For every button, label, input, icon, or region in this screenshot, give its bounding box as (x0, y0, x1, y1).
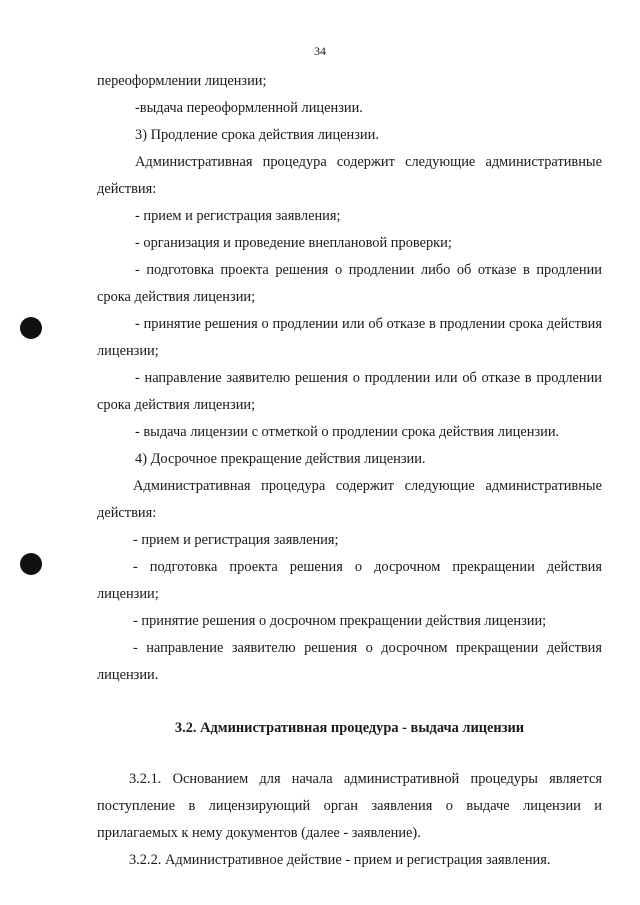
binder-hole-mark (20, 553, 42, 575)
paragraph: - прием и регистрация заявления; (133, 532, 339, 548)
paragraph: 3.2.2. Административное действие - прием и регистрация заявления. (129, 852, 551, 868)
paragraph: - выдача лицензии с отметкой о продлении срока действия лицензии. (135, 424, 560, 440)
paragraph: - организация и проведение внеплановой проверки; (135, 235, 452, 251)
paragraph: -выдача переоформленной лицензии. (135, 100, 363, 116)
paragraph-list-bottom (97, 766, 602, 874)
paragraph: - принятие решения о досрочном прекращении действия лицензии; (133, 613, 547, 629)
paragraph: 4) Досрочное прекращение действия лицензии. (135, 451, 426, 467)
page-number: 34 (314, 44, 326, 58)
document-body (97, 68, 602, 874)
paragraph: Административная процедура содержит следующие административные действия: (97, 154, 602, 197)
paragraph: - принятие решения о продлении или об отказе в продлении срока действия лицензии; (97, 316, 602, 359)
paragraph: 3.2.1. Основанием для начала административной процедуры является поступление в лицензирующий орган заявления о выдаче лицензии и прилагаемых к нему документов (далее - заявление). (97, 771, 602, 841)
paragraph: переоформлении лицензии; (97, 73, 267, 89)
paragraph-list-top (97, 68, 602, 689)
section-heading: 3.2. Административная процедура - выдача лицензии (174, 720, 525, 736)
paragraph: Административная процедура содержит следующие административные действия: (97, 478, 602, 521)
paragraph: - направление заявителю решения о досрочном прекращении действия лицензии. (97, 640, 602, 683)
paragraph: 3) Продление срока действия лицензии. (135, 127, 379, 143)
paragraph: - подготовка проекта решения о досрочном прекращении действия лицензии; (97, 559, 602, 602)
paragraph: - подготовка проекта решения о продлении либо об отказе в продлении срока действия лицензии; (97, 262, 602, 305)
paragraph: - прием и регистрация заявления; (135, 208, 341, 224)
binder-hole-mark (20, 317, 42, 339)
paragraph: - направление заявителю решения о продлении или об отказе в продлении срока действия лицензии; (97, 370, 602, 413)
